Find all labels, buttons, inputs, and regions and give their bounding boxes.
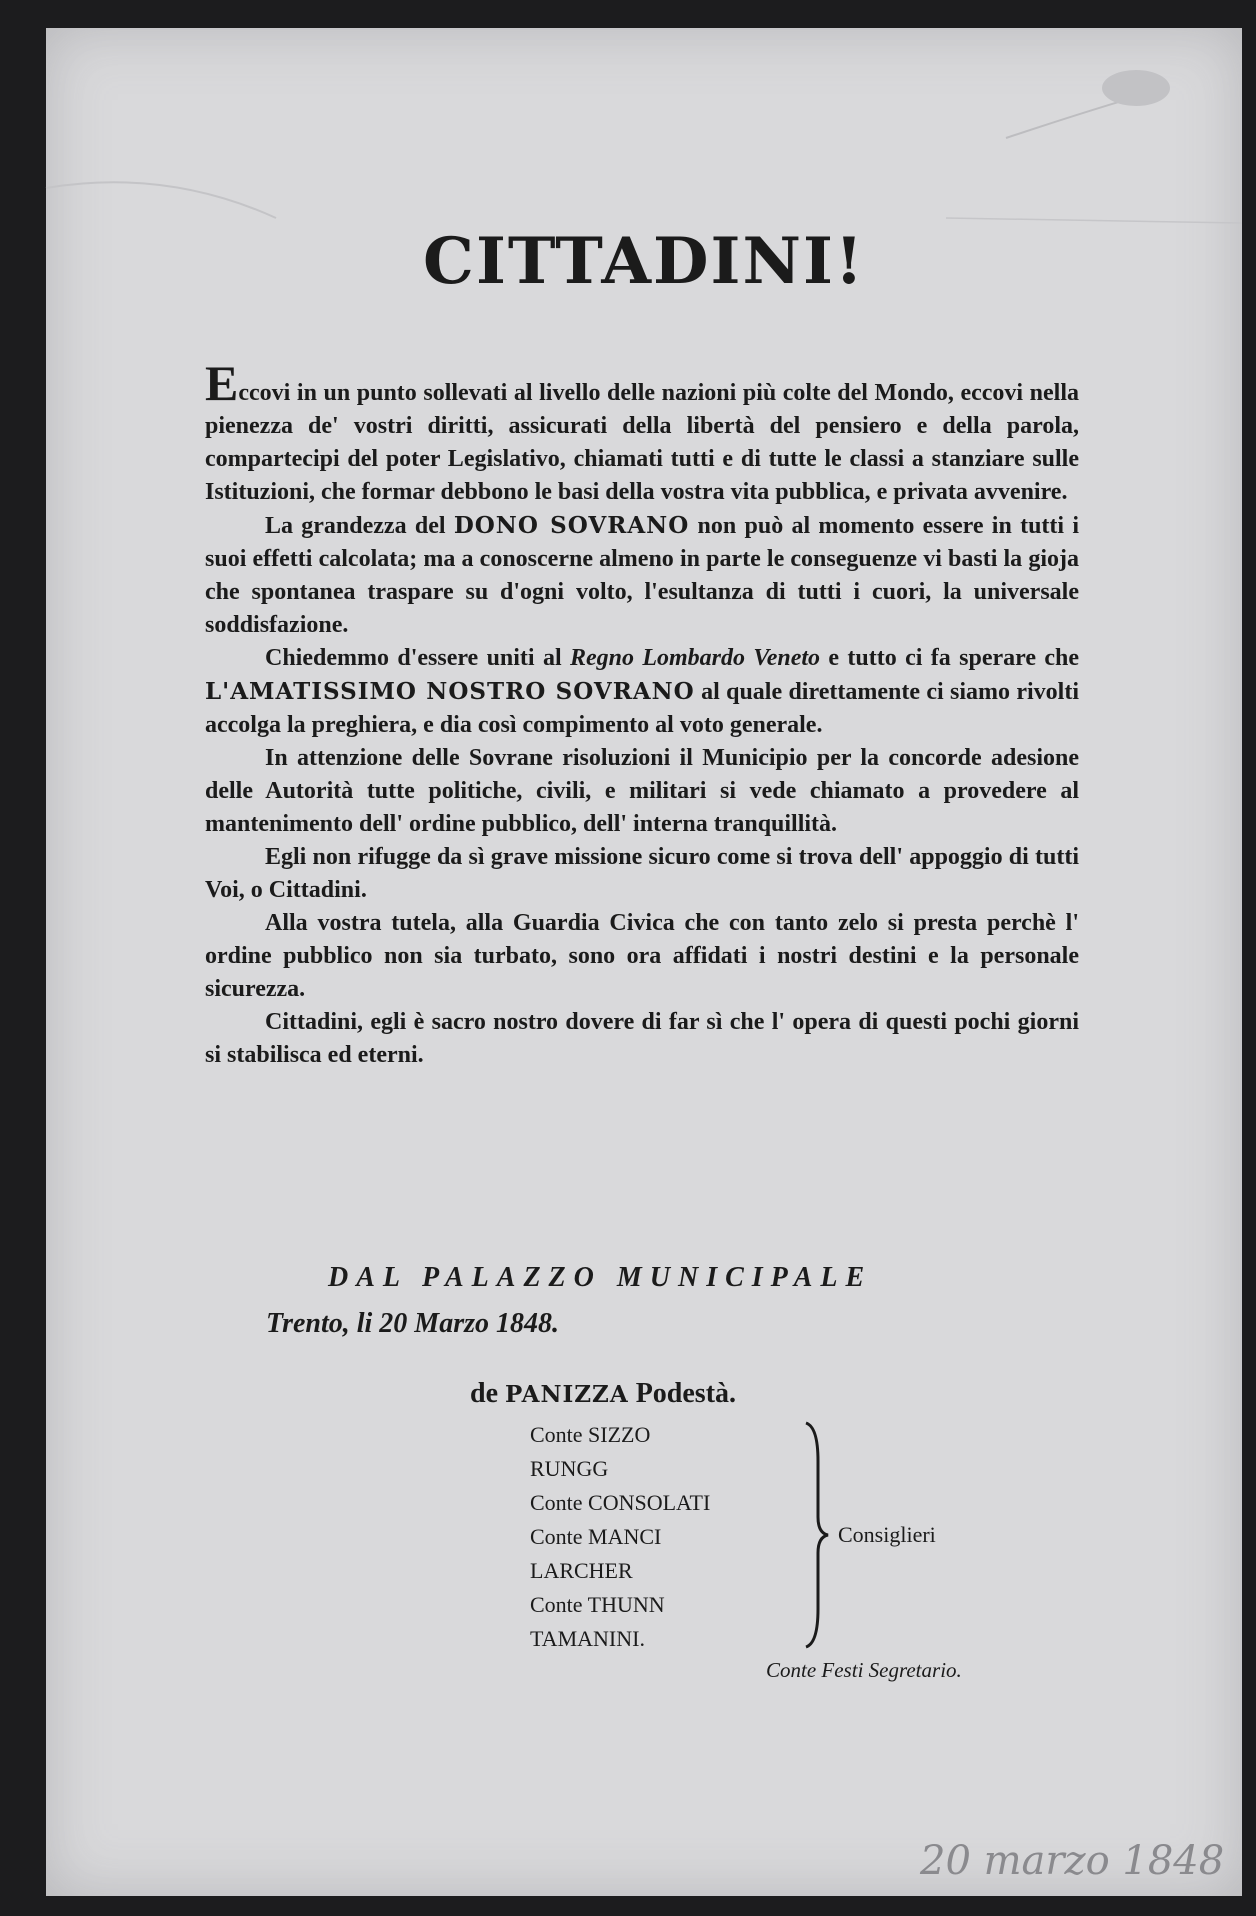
- poster-title: CITTADINI!: [423, 224, 865, 299]
- council-member: RUNGG: [530, 1456, 609, 1481]
- council-member: Conte CONSOLATI: [530, 1490, 711, 1515]
- poster-sheet: [46, 28, 1242, 1896]
- issuing-place: DAL PALAZZO MUNICIPALE: [328, 1262, 873, 1293]
- council-member: TAMANINI.: [530, 1626, 645, 1651]
- drop-cap: E: [205, 355, 239, 411]
- paragraph-6: Alla vostra tutela, alla Guardia Civica che con tanto zelo si presta perchè l' ordine pubblico non sia turbato, sono ora affidati i nostri destini e la personale sicurezza.: [205, 910, 1079, 1002]
- council-member: LARCHER: [530, 1558, 633, 1583]
- amatissimo-sovrano: L'AMATISSIMO NOSTRO SOVRANO: [205, 678, 695, 705]
- paragraph-3: [205, 642, 1079, 742]
- proclamation-body: [205, 355, 1080, 1072]
- paragraph-1-text: ccovi in un punto sollevati al livello delle nazioni più colte del Mondo, eccovi nella pienezza de' vostri diritti, assicurati della libertà del pensiero e della parola, compartecipi del poter Legislativo, chiamati tutti e di tutte le classi a stanziare sulle Istituzioni, che formar debbono le basi della vostra vita pubblica, e privata avvenire.: [205, 380, 1079, 505]
- paragraph-3-text-b: e tutto ci fa sperare che: [820, 645, 1080, 671]
- paragraph-2-text-b: non può al momento essere in tutti i suoi effetti calcolata; ma a conoscerne almeno in parte le conseguenze vi basti la gioja che spontanea traspare su d'ogni volto, l'esultanza di tutti i cuori, la universale soddisfazione.: [205, 513, 1080, 638]
- council-member: Conte THUNN: [530, 1592, 665, 1617]
- paragraph-3-text-c: al quale direttamente ci siamo rivolti accolga la preghiera, e dia così compimento al voto generale.: [205, 679, 1079, 738]
- curly-brace-icon: [802, 1421, 832, 1649]
- regno-lombardo-veneto: Regno Lombardo Veneto: [569, 645, 821, 671]
- council-label: Consiglieri: [838, 1522, 936, 1547]
- secretary-signature: Conte Festi Segretario.: [766, 1658, 962, 1682]
- podesta-prefix: de: [470, 1378, 505, 1409]
- paragraph-1: [205, 355, 1079, 509]
- paragraph-2: [205, 509, 1079, 642]
- archival-note-text: 20 marzo 1848: [920, 1838, 1225, 1884]
- paragraph-7: Cittadini, egli è sacro nostro dovere di far sì che l' opera di questi pochi giorni si stabilisca ed eterni.: [205, 1009, 1079, 1068]
- council-members-list: [530, 1418, 710, 1656]
- podesta-signature: [470, 1378, 736, 1410]
- paragraph-4: In attenzione delle Sovrane risoluzioni il Municipio per la concorde adesione delle Autorità tutte politiche, civili, e militari si vede chiamato a provedere al mantenimento dell' ordine pubblico, dell' interna tranquillità.: [205, 745, 1079, 837]
- paragraph-2-text-a: La grandezza del: [265, 513, 454, 539]
- paragraph-5: Egli non rifugge da sì grave missione sicuro come si trova dell' appoggio di tutti Voi, o Cittadini.: [205, 844, 1079, 903]
- council-member: Conte SIZZO: [530, 1422, 651, 1447]
- archival-handwritten-note: [916, 1824, 1225, 1894]
- podesta-name: PANIZZA: [505, 1381, 629, 1408]
- council-member: Conte MANCI: [530, 1524, 662, 1549]
- dono-sovrano: DONO SOVRANO: [453, 512, 690, 539]
- issue-date: Trento, li 20 Marzo 1848.: [266, 1308, 559, 1339]
- paragraph-3-text-a: Chiedemmo d'essere uniti al: [265, 645, 570, 671]
- podesta-title: Podestà.: [628, 1378, 737, 1409]
